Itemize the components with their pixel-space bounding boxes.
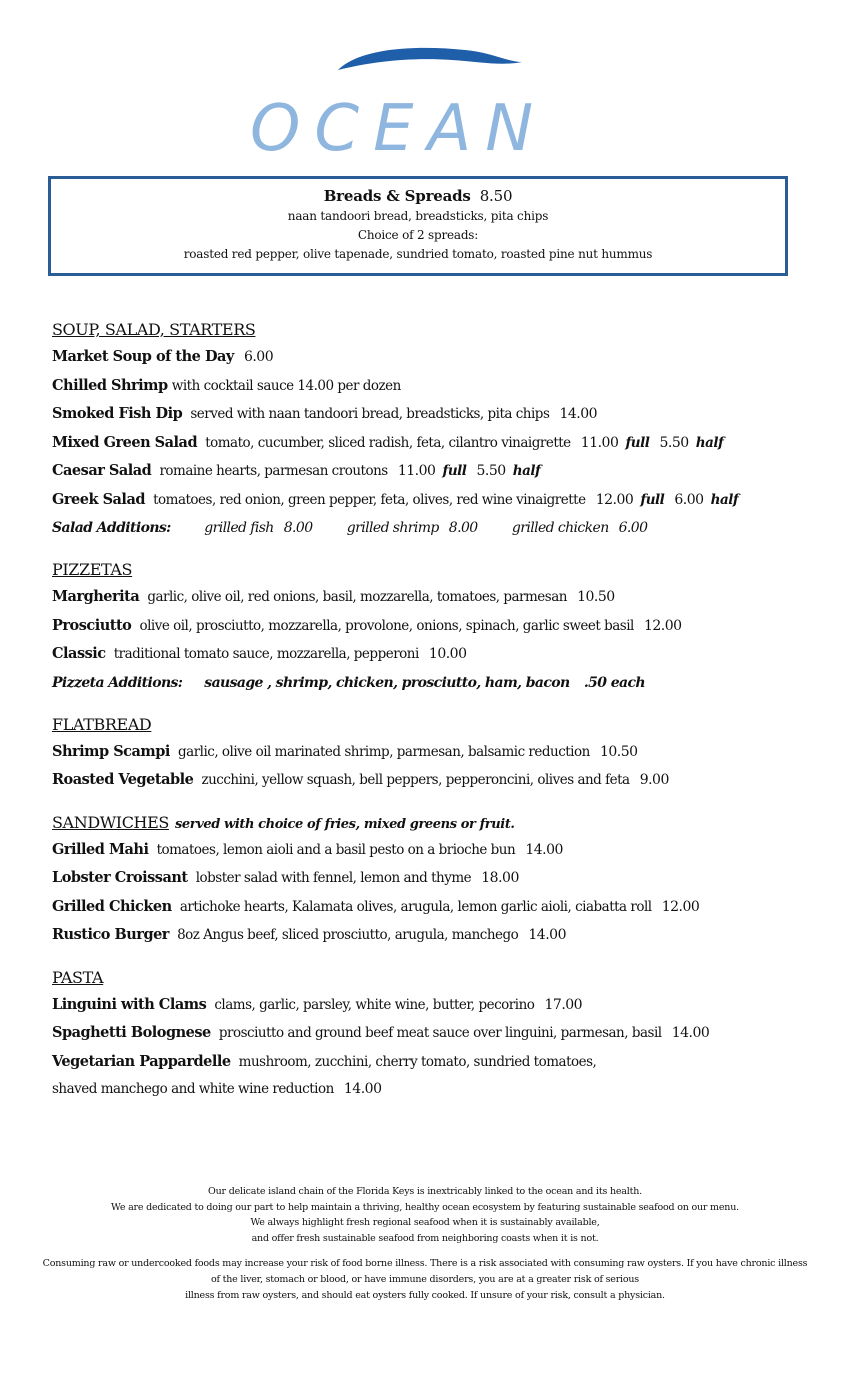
item-desc: tomatoes, red onion, green pepper, feta, olives, red wine vinaigrette	[153, 491, 586, 508]
additions-text: sausage , shrimp, chicken, prosciutto, ham, bacon	[204, 674, 570, 691]
item-name: Roasted Vegetable	[52, 771, 194, 788]
item-desc: with cocktail sauce 14.00 per dozen	[171, 377, 401, 394]
item-price: 11.00	[580, 434, 619, 451]
item-desc: lobster salad with fennel, lemon and thyme	[195, 870, 472, 886]
item-unit-half: half	[695, 434, 724, 451]
item-name: Lobster Croissant	[52, 869, 188, 886]
item-name: Grilled Chicken	[52, 897, 172, 915]
wave-swoosh-icon	[338, 48, 522, 70]
menu-item	[52, 400, 822, 429]
item-price: 14.00	[525, 841, 563, 858]
item-desc: garlic, olive oil, red onions, basil, mozzarella, tomatoes, parmesan	[147, 589, 567, 605]
item-price: 18.00	[481, 870, 519, 886]
section-flatbread	[52, 715, 822, 795]
item-desc: romaine hearts, parmesan croutons	[159, 463, 388, 479]
section-note: served with choice of fries, mixed greens or fruit.	[174, 816, 515, 832]
menu-item	[52, 738, 822, 767]
item-price: 17.00	[544, 996, 583, 1013]
section-pasta	[52, 968, 822, 1104]
additions-label: Pizzeta Additions:	[52, 674, 183, 691]
item-unit-half: half	[512, 463, 541, 479]
item-name: Market Soup of the Day	[52, 348, 234, 365]
section-starters	[52, 320, 822, 542]
section-pizzetas	[52, 560, 822, 697]
addition-item	[347, 514, 478, 542]
item-desc: 8oz Angus beef, sliced prosciutto, arugula, manchego	[177, 927, 519, 943]
menu-item	[52, 864, 822, 893]
item-name: Caesar Salad	[52, 462, 152, 479]
menu-item	[52, 457, 822, 486]
item-price-half: 5.50	[659, 434, 689, 451]
health-warning	[40, 1256, 810, 1303]
featured-item-desc-1: naan tandoori bread, breadsticks, pita chips	[287, 209, 549, 223]
item-price-half: 5.50	[476, 463, 506, 479]
item-desc: served with naan tandoori bread, breadsticks, pita chips	[190, 406, 550, 422]
menu-body	[52, 320, 822, 1122]
item-price: 11.00	[397, 463, 436, 479]
item-price: 10.00	[428, 646, 467, 662]
menu-item	[52, 429, 822, 458]
featured-item-desc-2: Choice of 2 spreads:	[357, 228, 479, 242]
section-heading: SOUP, SALAD, STARTERS	[52, 320, 256, 339]
item-price: 12.00	[595, 491, 634, 508]
item-unit: full	[442, 463, 467, 479]
item-name: Spaghetti Bolognese	[52, 1024, 211, 1041]
menu-item	[52, 766, 822, 795]
salad-additions	[52, 514, 822, 542]
sustainability-note	[40, 1184, 810, 1246]
item-name: Linguini with Clams	[52, 995, 207, 1013]
item-name: Prosciutto	[52, 616, 132, 634]
menu-item-continued	[52, 1076, 822, 1104]
featured-item-title	[51, 187, 785, 205]
item-price: 14.00	[343, 1081, 382, 1097]
item-desc: olive oil, prosciutto, mozzarella, provolone, onions, spinach, garlic sweet basil	[139, 617, 634, 634]
menu-item	[52, 1019, 822, 1048]
item-desc: traditional tomato sauce, mozzarella, pepperoni	[113, 646, 419, 662]
item-desc: prosciutto and ground beef meat sauce over linguini, parmesan, basil	[218, 1025, 662, 1041]
addition-price: 6.00	[618, 520, 648, 536]
item-unit-half: half	[710, 491, 739, 508]
section-heading: FLATBREAD	[52, 714, 152, 734]
item-name: Rustico Burger	[52, 926, 169, 943]
section-heading-text: SANDWICHES	[52, 812, 169, 832]
item-name: Grilled Mahi	[52, 840, 149, 858]
section-sandwiches	[52, 813, 822, 950]
item-name: Chilled Shrimp	[52, 376, 168, 394]
footer-line: of the liver, stomach or blood, or have immune disorders, you are at a greater risk of serious	[210, 1273, 639, 1285]
item-unit: full	[640, 491, 665, 508]
item-name: Mixed Green Salad	[52, 433, 198, 451]
featured-item-name: Breads & Spreads	[323, 187, 471, 205]
section-heading: PIZZETAS	[52, 560, 133, 579]
menu-item	[52, 836, 822, 865]
menu-item	[52, 640, 822, 669]
item-price: 14.00	[528, 927, 566, 943]
item-name: Greek Salad	[52, 490, 145, 508]
item-unit: full	[625, 434, 650, 451]
featured-item-price: 8.50	[479, 187, 513, 205]
addition-name: grilled chicken	[511, 520, 609, 536]
menu-item	[52, 583, 822, 612]
pizzeta-additions	[52, 669, 822, 697]
featured-item-box	[48, 176, 788, 276]
additions-price: .50 each	[583, 674, 646, 691]
addition-item	[512, 514, 648, 542]
footer-notes	[40, 1184, 810, 1303]
footer-line: illness from raw oysters, and should eat oysters fully cooked. If unsure of your risk, consult a physician.	[185, 1289, 665, 1301]
addition-price: 8.00	[448, 520, 478, 536]
featured-item-desc-3: roasted red pepper, olive tapenade, sundried tomato, roasted pine nut hummus	[183, 247, 653, 261]
menu-item	[52, 486, 822, 515]
item-name: Classic	[52, 645, 106, 662]
menu-item	[52, 921, 822, 950]
footer-line: We are dedicated to doing our part to help maintain a thriving, healthy ocean ecosystem by featuring sustainable seafood on our menu.	[111, 1201, 739, 1213]
item-price: 12.00	[661, 898, 700, 915]
item-price: 9.00	[639, 772, 669, 788]
addition-name: grilled fish	[204, 520, 274, 536]
item-desc: garlic, olive oil marinated shrimp, parmesan, balsamic reduction	[178, 743, 590, 760]
ocean-logo-graphic	[240, 40, 620, 165]
ocean-logo	[240, 40, 620, 165]
footer-line: Consuming raw or undercooked foods may increase your risk of food borne illness. There is a risk associated with consuming raw oysters. If you have chronic illness	[42, 1258, 808, 1270]
item-name: Smoked Fish Dip	[52, 405, 183, 422]
item-price-half: 6.00	[674, 491, 704, 508]
item-price: 12.00	[643, 617, 682, 634]
section-heading	[52, 813, 822, 832]
item-desc: artichoke hearts, Kalamata olives, arugula, lemon garlic aioli, ciabatta roll	[179, 898, 652, 915]
item-name: Margherita	[52, 588, 140, 605]
item-price: 6.00	[243, 349, 274, 365]
addition-name: grilled shrimp	[346, 520, 439, 536]
item-price: 14.00	[671, 1025, 710, 1041]
item-desc: tomato, cucumber, sliced radish, feta, cilantro vinaigrette	[205, 434, 571, 451]
footer-line: and offer fresh sustainable seafood from neighboring coasts when it is not.	[251, 1232, 599, 1244]
menu-item	[52, 1048, 822, 1077]
item-desc: clams, garlic, parsley, white wine, butter, pecorino	[214, 996, 535, 1013]
item-desc: zucchini, yellow squash, bell peppers, pepperoncini, olives and feta	[201, 772, 630, 788]
additions-label: Salad Additions:	[52, 520, 171, 536]
menu-item	[52, 893, 822, 922]
footer-line: We always highlight fresh regional seafood when it is sustainably available,	[250, 1217, 600, 1229]
item-price: 10.50	[577, 589, 615, 605]
item-name: Shrimp Scampi	[52, 742, 170, 760]
item-desc: mushroom, zucchini, cherry tomato, sundried tomatoes,	[238, 1053, 597, 1070]
menu-item	[52, 372, 822, 401]
item-price: 10.50	[599, 743, 638, 760]
item-price: 14.00	[559, 406, 598, 422]
addition-price: 8.00	[283, 520, 313, 536]
item-desc: tomatoes, lemon aioli and a basil pesto on a brioche bun	[156, 841, 516, 858]
item-desc-continued: shaved manchego and white wine reduction	[52, 1081, 334, 1097]
section-heading: PASTA	[52, 967, 104, 987]
item-name: Vegetarian Pappardelle	[52, 1052, 231, 1070]
menu-item	[52, 612, 822, 641]
menu-item	[52, 991, 822, 1020]
logo-wordmark: OCEAN	[250, 92, 548, 165]
menu-item	[52, 343, 822, 372]
footer-line: Our delicate island chain of the Florida Keys is inextricably linked to the ocean and its health.	[208, 1186, 642, 1197]
addition-item	[204, 514, 312, 542]
